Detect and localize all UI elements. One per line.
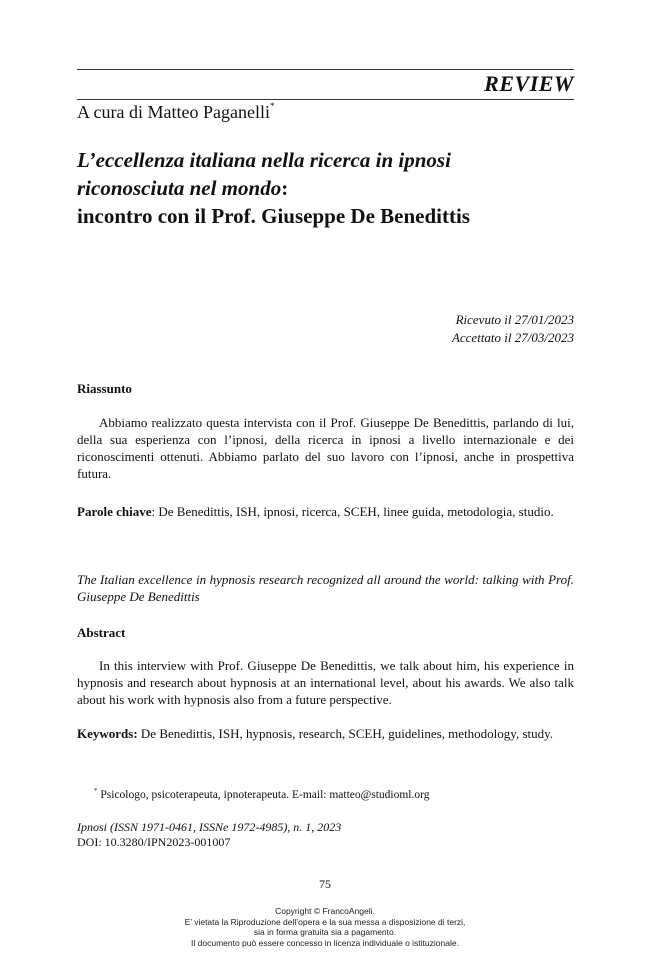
journal-info: [77, 820, 341, 850]
english-title: The Italian excellence in hypnosis research recognized all around the world: talking with Prof. Giuseppe De Benedittis: [77, 572, 574, 604]
keywords-text: De Benedittis, ISH, hypnosis, research, SCEH, guidelines, methodology, study.: [137, 726, 554, 741]
page-number: 75: [319, 877, 331, 891]
title-line-1: L’eccellenza italiana nella ricerca in ipnosi: [77, 148, 451, 172]
riassunto-heading: Riassunto: [77, 381, 132, 396]
keywords: [77, 725, 574, 742]
doi: DOI: 10.3280/IPN2023-001007: [77, 835, 231, 849]
parole-chiave-text: : De Benedittis, ISH, ipnosi, ricerca, SCEH, linee guida, metodologia, studio.: [151, 504, 554, 519]
title-line-2: [77, 174, 577, 202]
footnote-mark: *: [94, 787, 98, 795]
abstract-text: In this interview with Prof. Giuseppe De Benedittis, we talk about him, his experience in hypnosis and research about hypnosis at an international level, about his awards. We also talk about his work with hypnosis also from a future perspective.: [77, 658, 574, 707]
abstract-heading: Abstract: [77, 625, 126, 640]
received-date: Ricevuto il 27/01/2023: [455, 312, 574, 327]
riassunto-text: Abbiamo realizzato questa intervista con il Prof. Giuseppe De Benedittis, parlando di lui, della sua esperienza con l’ipnosi, della ricerca in ipnosi a livello internazionale e dei riconoscimenti ottenuti. Abbiamo parlato del suo lavoro con l’ipnosi, anche in prospettiva futura.: [77, 415, 574, 481]
author-line: [77, 102, 274, 123]
author-name: A cura di Matteo Paganelli: [77, 102, 270, 122]
title-line-3: incontro con il Prof. Giuseppe De Benedittis: [77, 204, 470, 228]
accepted-date: Accettato il 27/03/2023: [451, 330, 574, 345]
title-line-2-text: riconosciuta nel mondo: [77, 176, 282, 200]
author-footnote: [94, 787, 429, 801]
section-rule: [77, 99, 574, 100]
copyright-line-4: Il documento può essere concesso in licenza individuale o istituzionale.: [191, 937, 459, 948]
article-dates: [452, 311, 574, 347]
copyright-notice: [0, 906, 650, 948]
copyright-line-2: E’ vietata la Riproduzione dell’opera e la sua messa a disposizione di terzi,: [184, 916, 466, 927]
author-footnote-mark: *: [269, 101, 275, 111]
keywords-label: Keywords:: [77, 726, 138, 741]
top-rule: [77, 69, 574, 70]
parole-chiave: [77, 503, 574, 520]
parole-chiave-label: Parole chiave: [77, 504, 152, 519]
copyright-line-3: sia in forma gratuita sia a pagamento.: [253, 927, 397, 937]
footnote-text: Psicologo, psicoterapeuta, ipnoterapeuta. E-mail: matteo@studioml.org: [97, 788, 430, 801]
title-colon: :: [281, 176, 289, 200]
section-label: REVIEW: [484, 71, 574, 96]
journal-citation: Ipnosi (ISSN 1971-0461, ISSNe 1972-4985), n. 1, 2023: [77, 820, 342, 834]
article-title: [77, 146, 577, 230]
copyright-line-1: Copyright © FrancoAngeli.: [275, 906, 375, 916]
